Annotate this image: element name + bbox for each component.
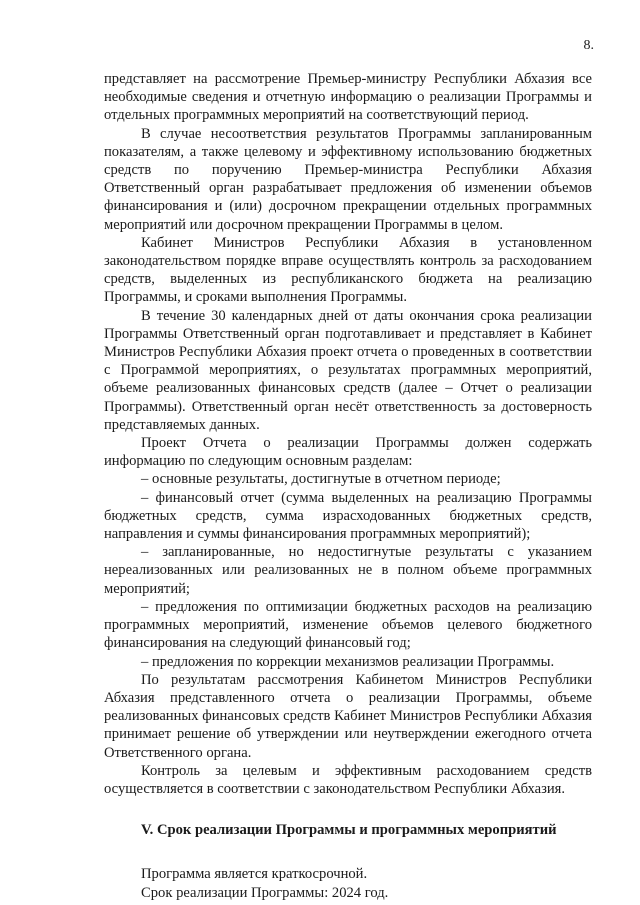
list-item: – предложения по коррекции механизмов реализации Программы. [141, 653, 555, 670]
list-item: – запланированные, но недостигнутые результаты с указанием нереализованных или реализованных не в полном объеме программных мероприятий; [104, 544, 592, 597]
list-item: – предложения по оптимизации бюджетных расходов на реализацию программных мероприятий, изменение объемов целевого бюджетного финансирования на следующий финансовый год; [104, 598, 592, 652]
closing-line: Программа является краткосрочной. [141, 866, 368, 883]
paragraph: Проект Отчета о реализации Программы должен содержать информацию по следующим основным разделам: [104, 435, 592, 470]
list-item: – основные результаты, достигнутые в отчетном периоде; [141, 471, 501, 488]
paragraph: По результатам рассмотрения Кабинетом Министров Республики Абхазия представленного отчета о реализации Программы, объеме реализованных финансовых средств Кабинет Министров Республики Абхазия принимает решение об утверждении или неутверждении ежегодного отчета Ответственного органа. [104, 671, 592, 761]
list-item: – финансовый отчет (сумма выделенных на реализацию Программы бюджетных средств, сумма израсходованных бюджетных средств, направления и суммы финансирования программных мероприятий); [104, 489, 592, 543]
paragraph: представляет на рассмотрение Премьер-министру Республики Абхазия все необходимые сведения и отчетную информацию о реализации Программы и отдельных программных мероприятий на соответствующий период. [104, 71, 592, 124]
paragraph: Контроль за целевым и эффективным расходованием средств осуществляется в соответствии с законодательством Республики Абхазия. [104, 762, 592, 797]
paragraph: В течение 30 календарных дней от даты окончания срока реализации Программы Ответственный орган подготавливает и представляет в Кабинет Министров Республики Абхазия проект отчета о проведенных в соответствии с Программой мероприятиях, о результатах программных мероприятий, объеме реализованных финансовых средств (далее – Отчет о реализации Программы). Ответственный орган несёт ответственность за достоверность представляемых данных. [104, 307, 592, 433]
closing-line: Срок реализации Программы: 2024 год. [141, 884, 389, 901]
document-body [104, 70, 592, 902]
closing-block [104, 865, 592, 901]
paragraph: В случае несоответствия результатов Программы запланированным показателям, а также целевому и эффективному использованию бюджетных средств по поручению Премьер-министра Республики Абхазия Ответственный орган разрабатывает предложения об изменении объемов финансирования и (или) досрочном прекращении отдельных программных мероприятий или досрочном прекращении Программы в целом. [104, 125, 592, 233]
page-number: 8. [583, 38, 594, 53]
section-heading: V. Срок реализации Программы и программных мероприятий [141, 822, 557, 839]
paragraph: Кабинет Министров Республики Абхазия в установленном законодательством порядке вправе осуществлять контроль за расходованием средств, выделенных из республиканского бюджета на реализацию Программы, и сроками выполнения Программы. [104, 234, 592, 306]
